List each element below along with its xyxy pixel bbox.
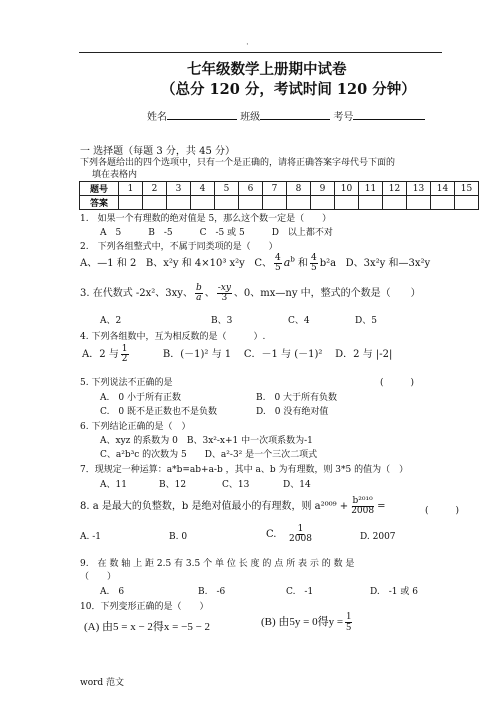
q2-option-c-label: C、 (254, 258, 273, 269)
answer-cell[interactable] (383, 196, 407, 210)
answer-cell[interactable] (335, 196, 359, 210)
q5-option-b: B. 0 大于所有负数 (256, 393, 338, 403)
table-cell-number: 13 (407, 182, 431, 196)
q10-option-b: (B) 由5y = 0得y = $\frac{1}{5}$ (261, 611, 352, 633)
q3-option-c: C、4 (288, 316, 310, 326)
table-cell-number: 6 (239, 182, 263, 196)
q4-options (82, 345, 392, 364)
q7-option-a: A、11 (100, 480, 127, 490)
q2-c-fraction1: $\frac{4}{5}$ (275, 253, 281, 273)
q8-option-d: D. 2007 (360, 532, 396, 542)
q8-fraction: $\frac{\text{b²⁰¹⁰}}{2008}$ (351, 496, 375, 516)
q3-fraction-b-over-a: $\frac{b}{a}$ (195, 283, 202, 303)
header-dot: · (246, 40, 249, 50)
answer-cell[interactable] (143, 196, 167, 210)
q8-option-b: B. 0 (169, 532, 188, 542)
answer-cell[interactable] (455, 196, 479, 210)
q2-options: A、—1 和 2 B、x²y 和 4×10³ x²y C、 $\frac{4}{5}$ $a^b$ 和 $\frac{4}{5}$ b²a D、3x²y 和—3x²y (80, 253, 431, 273)
answer-cell[interactable] (407, 196, 431, 210)
q4-option-d: D．2 与 |-2| (335, 349, 393, 360)
q2-stem: 2. 下列各组整式中，不属于同类项的是（ ） (80, 242, 278, 252)
q7-stem: 7．现规定一种运算：a*b=ab+a-b ，其中 a、b 为有理数，则 3*5 的值为（ ） (80, 465, 409, 475)
table-header-answer: 答案 (80, 196, 119, 210)
q2-c-fraction2: $\frac{4}{5}$ (311, 253, 317, 273)
footer-text: word 范文 (80, 678, 125, 688)
q5-option-c: C. 0 既不是正数也不是负数 (100, 407, 218, 417)
answer-table (79, 181, 479, 210)
answer-cell[interactable] (311, 196, 335, 210)
q9-option-d: D. -1 或 6 (370, 587, 418, 597)
section-heading: 一 选择题（每题 3 分，共 45 分） (80, 146, 235, 157)
table-row-numbers (80, 182, 479, 196)
q7-option-c: C、13 (222, 480, 250, 490)
q2-option-d: D、3x²y 和—3x²y (345, 258, 431, 269)
q3-option-b: B、3 (211, 316, 233, 326)
q6-options-line2: C、a²b³c 的次数为 5 D、a²-3² 是一个三次二项式 (100, 450, 318, 460)
table-cell-number: 2 (143, 182, 167, 196)
name-field (147, 108, 425, 123)
instructions-line2: 填在表格内 (92, 170, 138, 180)
table-cell-number: 12 (383, 182, 407, 196)
table-cell-number: 1 (119, 182, 143, 196)
q1-options: A 5 B -5 C -5 或 5 D 以上都不对 (100, 228, 333, 238)
q1-stem: 1. 如果一个有理数的绝对值是 5，那么这个数一定是（ ） (80, 214, 332, 224)
q9-option-b: B. -6 (198, 587, 226, 597)
q2-option-a: A、—1 和 2 (80, 258, 137, 269)
q7-option-d: D、14 (283, 480, 311, 490)
table-cell-number: 14 (431, 182, 455, 196)
q8-stem: 8. a 是最大的负整数，b 是绝对值最小的有理数，则 a²⁰⁰⁹ + $\frac{\text{b²⁰¹⁰}}{2008}$ = (80, 496, 386, 516)
instructions-line1: 下列各题给出的四个选项中，只有一个是正确的，请将正确答案字母代号下面的 (80, 158, 396, 168)
class-label: 班级 (240, 112, 261, 123)
page-title: 七年级数学上册期中试卷 (187, 61, 347, 78)
table-cell-number: 11 (359, 182, 383, 196)
q4-stem: 4. 下列各组数中，互为相反数的是（ ）. (80, 332, 266, 342)
q10-stem: 10．下列变形正确的是（ ） (80, 602, 209, 612)
q5-option-a: A. 0 小于所有正数 (100, 393, 181, 403)
table-cell-number: 15 (455, 182, 479, 196)
name-label: 姓名 (147, 112, 167, 123)
q5-bracket: ( ) (380, 378, 415, 388)
q9-stem: 9. 在 数 轴 上 距 2.5 有 3.5 个 单 位 长 度 的 点 所 表 示 的 数 是 (80, 559, 355, 569)
table-cell-number: 5 (215, 182, 239, 196)
q9-option-a: A. 6 (100, 587, 125, 597)
exam-no-label: 考号 (333, 112, 354, 123)
q10-b-fraction: $\frac{1}{5}$ (346, 611, 352, 633)
header-rule (79, 52, 442, 53)
q8-option-a: A. -1 (80, 532, 101, 542)
q4-option-c: C．－1 与 (－1)² (243, 349, 323, 360)
page-subtitle: （总分 120 分，考试时间 120 分钟） (161, 81, 416, 98)
answer-cell[interactable] (239, 196, 263, 210)
q5-option-d: D. 0 没有绝对值 (256, 407, 329, 417)
q3-fraction-xy: $\frac{-xy}{3}$ (217, 283, 231, 303)
answer-cell[interactable] (287, 196, 311, 210)
answer-cell[interactable] (431, 196, 455, 210)
q6-stem: 6. 下列结论正确的是（ ） (80, 422, 191, 432)
table-cell-number: 3 (167, 182, 191, 196)
answer-cell[interactable] (359, 196, 383, 210)
q3-stem: 3. 在代数式 -2x²、3xy、 $\frac{b}{a}$ 、 $\frac{-xy}{3}$ 、0、mx—ny 中，整式的个数是（ ） (80, 283, 421, 303)
q9-option-c: C. -1 (286, 587, 314, 597)
table-cell-number: 9 (311, 182, 335, 196)
table-header-number: 题号 (80, 182, 119, 196)
table-row-answers (80, 196, 479, 210)
table-cell-number: 7 (263, 182, 287, 196)
q3-option-a: A、2 (100, 316, 122, 326)
q3-option-d: D、5 (355, 316, 377, 326)
answer-cell[interactable] (215, 196, 239, 210)
q8-option-c: C. $\frac{1}{2008}$ (266, 524, 312, 544)
q4-option-b: B．(－1)² 与 1 (162, 349, 232, 360)
q8-c-fraction: $\frac{1}{2008}$ (289, 524, 312, 544)
table-cell-number: 10 (335, 182, 359, 196)
table-cell-number: 8 (287, 182, 311, 196)
answer-cell[interactable] (119, 196, 143, 210)
q10-option-a: (A) 由5 = x − 2得x = −5 − 2 (84, 621, 211, 633)
q4-a-fraction: $\frac{1}{2}$ (121, 344, 128, 364)
answer-cell[interactable] (191, 196, 215, 210)
q4-option-a: A．2 与 (82, 349, 119, 360)
q9-bracket: （ ） (80, 572, 117, 582)
answer-cell[interactable] (263, 196, 287, 210)
q8-bracket: ( ) (425, 506, 460, 516)
q6-options-line1: A、xyz 的系数为 0 B、3x²-x+1 中一次项系数为-1 (100, 436, 313, 446)
q5-stem: 5. 下列说法不正确的是 (80, 378, 173, 388)
q2-option-b: B、x²y 和 4×10³ x²y (145, 258, 245, 269)
answer-cell[interactable] (167, 196, 191, 210)
q7-option-b: B、12 (159, 480, 187, 490)
table-cell-number: 4 (191, 182, 215, 196)
